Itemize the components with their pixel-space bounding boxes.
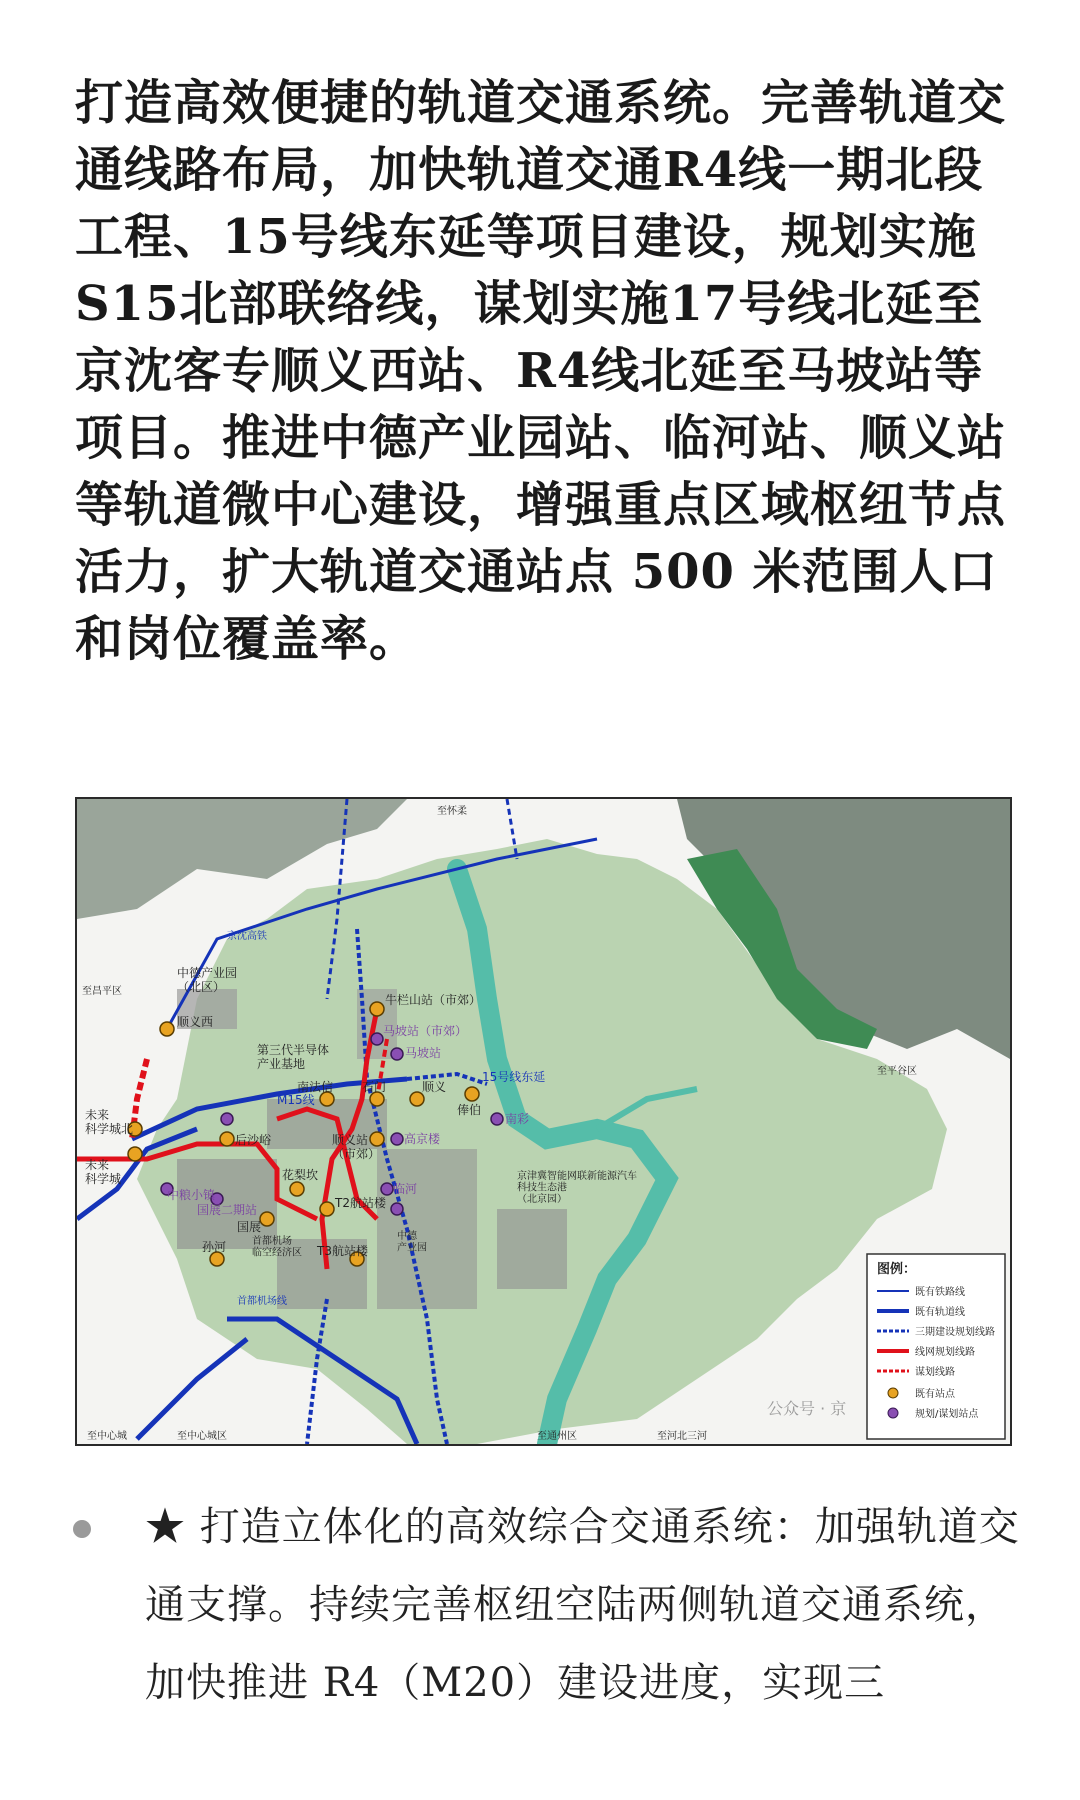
urban-block <box>497 1209 567 1289</box>
station-huaer <box>290 1182 304 1196</box>
station-shunyixi <box>160 1022 174 1036</box>
label-fengbo: 俸伯 <box>457 1103 482 1117</box>
station-houshayu <box>220 1132 234 1146</box>
label-jingshen: 京沈高铁 <box>227 931 267 942</box>
transit-plan-map <box>75 797 1012 1446</box>
station-weilai <box>128 1147 142 1161</box>
legend-existing-station: 既有站点 <box>915 1389 955 1400</box>
label-mapo-suburb: 马坡站（市郊） <box>383 1024 468 1038</box>
label-nancai: 南彩 <box>505 1112 530 1126</box>
label-zhihuairou: 至怀柔 <box>437 806 467 817</box>
label-weilai: 未来科学城 <box>85 1158 122 1186</box>
label-nanfaxin: 南法信 <box>297 1080 334 1094</box>
label-shunyixi: 顺义西 <box>177 1015 214 1029</box>
station-guozhan <box>260 1212 274 1226</box>
label-zhongde-south: 中德产业园 <box>397 1231 427 1254</box>
label-shimen: 石门 <box>362 1080 387 1094</box>
label-airport-zone: 首都机场临空经济区 <box>252 1236 302 1259</box>
label-linhe: 临河 <box>393 1182 418 1196</box>
legend-planning: 谋划线路 <box>915 1367 955 1378</box>
station-shimen <box>370 1092 384 1106</box>
label-zhizhongxin2: 至中心城 <box>87 1431 127 1442</box>
station-t2 <box>320 1202 334 1216</box>
label-houshayu: 后沙峪 <box>235 1133 272 1147</box>
label-line15: 15号线东延 <box>482 1070 546 1084</box>
station-fengbo <box>465 1087 479 1101</box>
legend-planned-station: 规划/谋划站点 <box>915 1409 979 1420</box>
legend-title: 图例： <box>877 1262 917 1277</box>
label-weilai-north: 未来科学城北 <box>85 1108 134 1136</box>
station-mapo-suburb <box>371 1033 383 1045</box>
label-niulanshan: 牛栏山站（市郊） <box>385 993 482 1007</box>
map-legend <box>867 1254 1005 1439</box>
label-jingjin: 京津冀智能网联新能源汽车科技生态港（北京园） <box>517 1171 637 1205</box>
bullet-marker <box>73 1520 91 1538</box>
label-shunyi-station: 顺义站（市郊） <box>332 1133 381 1161</box>
article-paragraph: 打造高效便捷的轨道交通系统。完善轨道交通线路布局，加快轨道交通R4线一期北段工程、15号线东延等项目建设，规划实施S15北部联络线，谋划实施17号线北延至京沈客专顺义西站、R4线北延至马坡站等项目。推进中德产业园站、临河站、顺义站等轨道微中心建设，增强重点区域枢纽节点活力，扩大轨道交通站点 500 米范围人口和岗位覆盖率。 <box>75 75 1007 667</box>
label-zhipinggu: 至平谷区 <box>877 1066 917 1077</box>
station-linhe <box>381 1183 393 1195</box>
legend-phase3: 三期建设规划线路 <box>915 1327 995 1338</box>
station-niulanshan <box>370 1002 384 1016</box>
legend-network: 线网规划线路 <box>915 1347 975 1358</box>
label-sunhe: 孙河 <box>202 1240 227 1254</box>
label-airport-line: 首都机场线 <box>237 1296 287 1307</box>
station-gaojingying <box>391 1133 403 1145</box>
label-zhongde-north: 中德产业园（北区） <box>177 966 238 994</box>
label-guozhan: 国展 <box>237 1220 262 1234</box>
label-zhisanhe: 至河北三河 <box>657 1431 707 1442</box>
label-shunyi: 顺义 <box>422 1080 447 1094</box>
label-gaojingying: 高京楼 <box>404 1132 441 1146</box>
legend-existing-metro: 既有轨道线 <box>915 1307 965 1318</box>
label-t2: T2航站楼 <box>335 1196 386 1210</box>
station-gaoliying <box>221 1113 233 1125</box>
urban-block <box>377 1149 477 1309</box>
label-third-gen: 第三代半导体产业基地 <box>257 1043 330 1071</box>
station-sunhe <box>210 1252 224 1266</box>
label-zhitongzhou: 至通州区 <box>537 1431 577 1442</box>
station-zhongde <box>391 1203 403 1215</box>
station-shunyi <box>410 1092 424 1106</box>
station-nancai <box>491 1113 503 1125</box>
bullet-paragraph: ★ 打造立体化的高效综合交通系统：加强轨道交通支撑。持续完善枢纽空陆两侧轨道交通系统，加快推进 R4（M20）建设进度，实现三 <box>145 1504 1020 1706</box>
station-mapo <box>391 1048 403 1060</box>
label-zhichangping: 至昌平区 <box>82 986 122 997</box>
station-shunyi-suburb <box>370 1132 384 1146</box>
watermark: 公众号 · 京 <box>767 1399 847 1418</box>
station-nanfaxin <box>320 1092 334 1106</box>
legend-existing-rail: 既有铁路线 <box>915 1287 965 1298</box>
label-m15: M15线 <box>277 1093 315 1107</box>
label-zhizhongxin: 至中心城区 <box>177 1431 227 1442</box>
label-zhongliang: 中粮小镇 <box>167 1188 216 1202</box>
label-t3: T3航站楼 <box>317 1244 368 1258</box>
label-guozhan2: 国展二期站 <box>197 1203 258 1217</box>
label-mapo: 马坡站 <box>405 1046 442 1060</box>
label-huaer: 花梨坎 <box>282 1168 319 1182</box>
